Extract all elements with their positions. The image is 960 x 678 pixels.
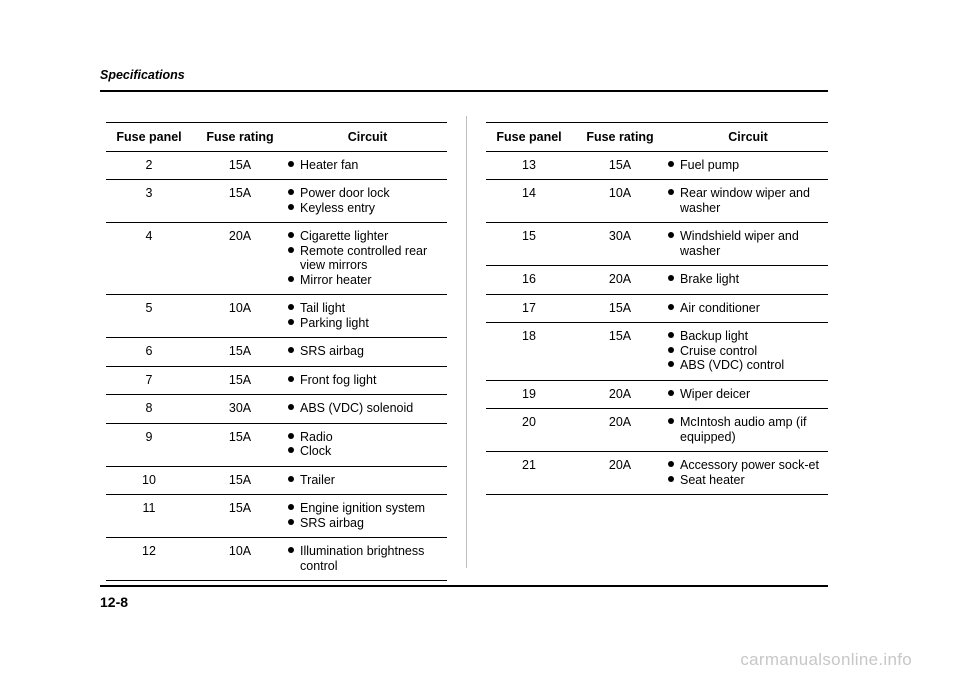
fuse-rating-cell: 15A bbox=[228, 186, 252, 200]
circuit-item: Windshield wiper and washer bbox=[668, 229, 828, 258]
circuit-cell bbox=[668, 294, 828, 323]
fuse-rating-cell: 15A bbox=[228, 372, 252, 387]
footer-rule bbox=[100, 585, 828, 587]
table-row bbox=[486, 294, 828, 323]
circuit-list bbox=[288, 401, 447, 416]
circuit-list bbox=[288, 158, 447, 173]
circuit-list bbox=[668, 186, 828, 215]
fuse-panel-cell: 8 bbox=[145, 401, 153, 415]
fuse-rating-cell: 15A bbox=[228, 501, 252, 515]
fuse-rating-cell: 15A bbox=[608, 300, 632, 315]
circuit-cell bbox=[668, 266, 828, 295]
fuse-rating-cell: 10A bbox=[228, 301, 252, 315]
circuit-list bbox=[668, 458, 828, 487]
table-row bbox=[106, 423, 447, 466]
table-row bbox=[486, 223, 828, 266]
circuit-cell bbox=[668, 452, 828, 495]
header-fuse-panel: Fuse panel bbox=[496, 130, 562, 144]
circuit-list bbox=[288, 344, 447, 359]
fuse-panel-cell: 10 bbox=[142, 472, 156, 487]
fuse-rating-cell: 10A bbox=[608, 186, 632, 200]
fuse-rating-cell: 15A bbox=[228, 472, 252, 487]
circuit-cell bbox=[668, 323, 828, 381]
table-row bbox=[486, 452, 828, 495]
circuit-cell bbox=[288, 423, 447, 466]
table-row bbox=[106, 180, 447, 223]
fuse-rating-cell: 30A bbox=[228, 401, 252, 415]
circuit-item: Heater fan bbox=[288, 158, 447, 173]
circuit-list bbox=[288, 186, 447, 215]
fuse-rating-cell: 15A bbox=[228, 157, 252, 172]
circuit-list bbox=[288, 229, 447, 287]
circuit-cell bbox=[288, 295, 447, 338]
circuit-item: Front fog light bbox=[288, 373, 447, 388]
fuse-panel-cell: 9 bbox=[145, 429, 153, 444]
circuit-item: Rear window wiper and washer bbox=[668, 186, 828, 215]
circuit-list bbox=[288, 473, 447, 488]
table-row bbox=[106, 338, 447, 367]
fuse-table-left bbox=[106, 122, 447, 581]
watermark: carmanualsonline.info bbox=[740, 650, 912, 669]
fuse-panel-cell: 12 bbox=[142, 544, 156, 558]
circuit-item: McIntosh audio amp (if equipped) bbox=[668, 415, 828, 444]
circuit-item: Keyless entry bbox=[288, 201, 447, 216]
header-fuse-panel: Fuse panel bbox=[116, 130, 182, 144]
table-row bbox=[106, 295, 447, 338]
circuit-item: ABS (VDC) solenoid bbox=[288, 401, 447, 416]
circuit-cell bbox=[288, 538, 447, 581]
circuit-item: Parking light bbox=[288, 316, 447, 331]
table-row bbox=[106, 395, 447, 424]
circuit-cell bbox=[668, 380, 828, 409]
fuse-rating-cell: 15A bbox=[608, 157, 632, 172]
table-row bbox=[486, 180, 828, 223]
circuit-item: Mirror heater bbox=[288, 273, 447, 288]
circuit-item: Engine ignition system bbox=[288, 501, 447, 516]
fuse-panel-cell: 6 bbox=[145, 344, 153, 358]
circuit-item: ABS (VDC) control bbox=[668, 358, 828, 373]
circuit-item: Trailer bbox=[288, 473, 447, 488]
circuit-cell bbox=[288, 395, 447, 424]
circuit-item: SRS airbag bbox=[288, 344, 447, 359]
table-row bbox=[486, 266, 828, 295]
fuse-panel-cell: 4 bbox=[145, 229, 153, 243]
table-row bbox=[106, 495, 447, 538]
circuit-cell bbox=[288, 338, 447, 367]
fuse-panel-cell: 14 bbox=[522, 186, 536, 200]
fuse-panel-cell: 2 bbox=[145, 157, 153, 172]
circuit-item: SRS airbag bbox=[288, 516, 447, 531]
circuit-cell bbox=[668, 151, 828, 180]
table-row bbox=[486, 323, 828, 381]
fuse-panel-cell: 13 bbox=[522, 157, 536, 172]
circuit-list bbox=[668, 229, 828, 258]
fuse-panel-cell: 19 bbox=[522, 386, 536, 401]
fuse-table-right bbox=[486, 122, 828, 495]
table-row bbox=[106, 151, 447, 180]
circuit-list bbox=[288, 430, 447, 459]
fuse-panel-cell: 11 bbox=[142, 501, 156, 515]
circuit-list bbox=[668, 158, 828, 173]
circuit-cell bbox=[288, 366, 447, 395]
table-row bbox=[486, 380, 828, 409]
circuit-cell bbox=[288, 180, 447, 223]
circuit-list bbox=[288, 544, 447, 573]
circuit-item: Backup light bbox=[668, 329, 828, 344]
table-header-row bbox=[486, 123, 828, 152]
fuse-rating-cell: 10A bbox=[228, 544, 252, 558]
header-fuse-rating: Fuse rating bbox=[206, 130, 274, 144]
circuit-item: Tail light bbox=[288, 301, 447, 316]
circuit-item: Wiper deicer bbox=[668, 387, 828, 402]
circuit-item: Radio bbox=[288, 430, 447, 445]
table-header-row bbox=[106, 123, 447, 152]
circuit-cell bbox=[668, 180, 828, 223]
fuse-table-right-body bbox=[486, 151, 828, 495]
header-circuit: Circuit bbox=[728, 130, 768, 144]
circuit-list bbox=[288, 301, 447, 330]
circuit-cell bbox=[668, 409, 828, 452]
circuit-cell bbox=[288, 495, 447, 538]
table-row bbox=[106, 466, 447, 495]
fuse-panel-cell: 16 bbox=[522, 272, 536, 286]
circuit-list bbox=[668, 387, 828, 402]
circuit-cell bbox=[288, 223, 447, 295]
circuit-item: Clock bbox=[288, 444, 447, 459]
header-rule bbox=[100, 90, 828, 92]
fuse-rating-cell: 20A bbox=[608, 415, 632, 429]
header-circuit: Circuit bbox=[347, 130, 388, 144]
fuse-panel-cell: 18 bbox=[522, 329, 536, 343]
fuse-rating-cell: 15A bbox=[608, 329, 632, 343]
circuit-item: Illumination brightness control bbox=[288, 544, 447, 573]
circuit-cell bbox=[288, 151, 447, 180]
circuit-list bbox=[668, 415, 828, 444]
fuse-rating-cell: 15A bbox=[228, 429, 252, 444]
circuit-list bbox=[288, 373, 447, 388]
circuit-item: Cruise control bbox=[668, 344, 828, 359]
fuse-panel-cell: 15 bbox=[522, 229, 536, 243]
circuit-item: Remote controlled rear view mirrors bbox=[288, 244, 447, 273]
fuse-panel-cell: 5 bbox=[145, 301, 153, 315]
circuit-item: Fuel pump bbox=[668, 158, 828, 173]
fuse-rating-cell: 20A bbox=[608, 458, 632, 472]
fuse-rating-cell: 15A bbox=[228, 344, 252, 358]
circuit-cell bbox=[668, 223, 828, 266]
table-row bbox=[106, 538, 447, 581]
circuit-item: Brake light bbox=[668, 272, 828, 287]
fuse-panel-cell: 20 bbox=[522, 415, 536, 429]
fuse-panel-cell: 21 bbox=[522, 458, 536, 472]
table-row bbox=[106, 366, 447, 395]
fuse-rating-cell: 20A bbox=[228, 229, 252, 243]
circuit-list bbox=[668, 301, 828, 316]
circuit-item: Accessory power sock-et bbox=[668, 458, 828, 473]
column-divider bbox=[466, 116, 467, 568]
circuit-list bbox=[288, 501, 447, 530]
fuse-rating-cell: 30A bbox=[608, 229, 632, 243]
table-row bbox=[486, 409, 828, 452]
table-row bbox=[486, 151, 828, 180]
section-title: Specifications bbox=[100, 68, 185, 82]
fuse-table-left-body bbox=[106, 151, 447, 581]
fuse-rating-cell: 20A bbox=[608, 272, 632, 286]
fuse-panel-cell: 17 bbox=[522, 300, 536, 315]
fuse-rating-cell: 20A bbox=[608, 386, 632, 401]
circuit-cell bbox=[288, 466, 447, 495]
circuit-item: Cigarette lighter bbox=[288, 229, 447, 244]
table-row bbox=[106, 223, 447, 295]
circuit-item: Seat heater bbox=[668, 473, 828, 488]
circuit-item: Power door lock bbox=[288, 186, 447, 201]
circuit-list bbox=[668, 272, 828, 287]
header-fuse-rating: Fuse rating bbox=[586, 130, 654, 144]
circuit-list bbox=[668, 329, 828, 373]
circuit-item: Air conditioner bbox=[668, 301, 828, 316]
page-number: 12-8 bbox=[100, 594, 129, 610]
fuse-panel-cell: 3 bbox=[145, 186, 153, 200]
fuse-panel-cell: 7 bbox=[145, 372, 153, 387]
